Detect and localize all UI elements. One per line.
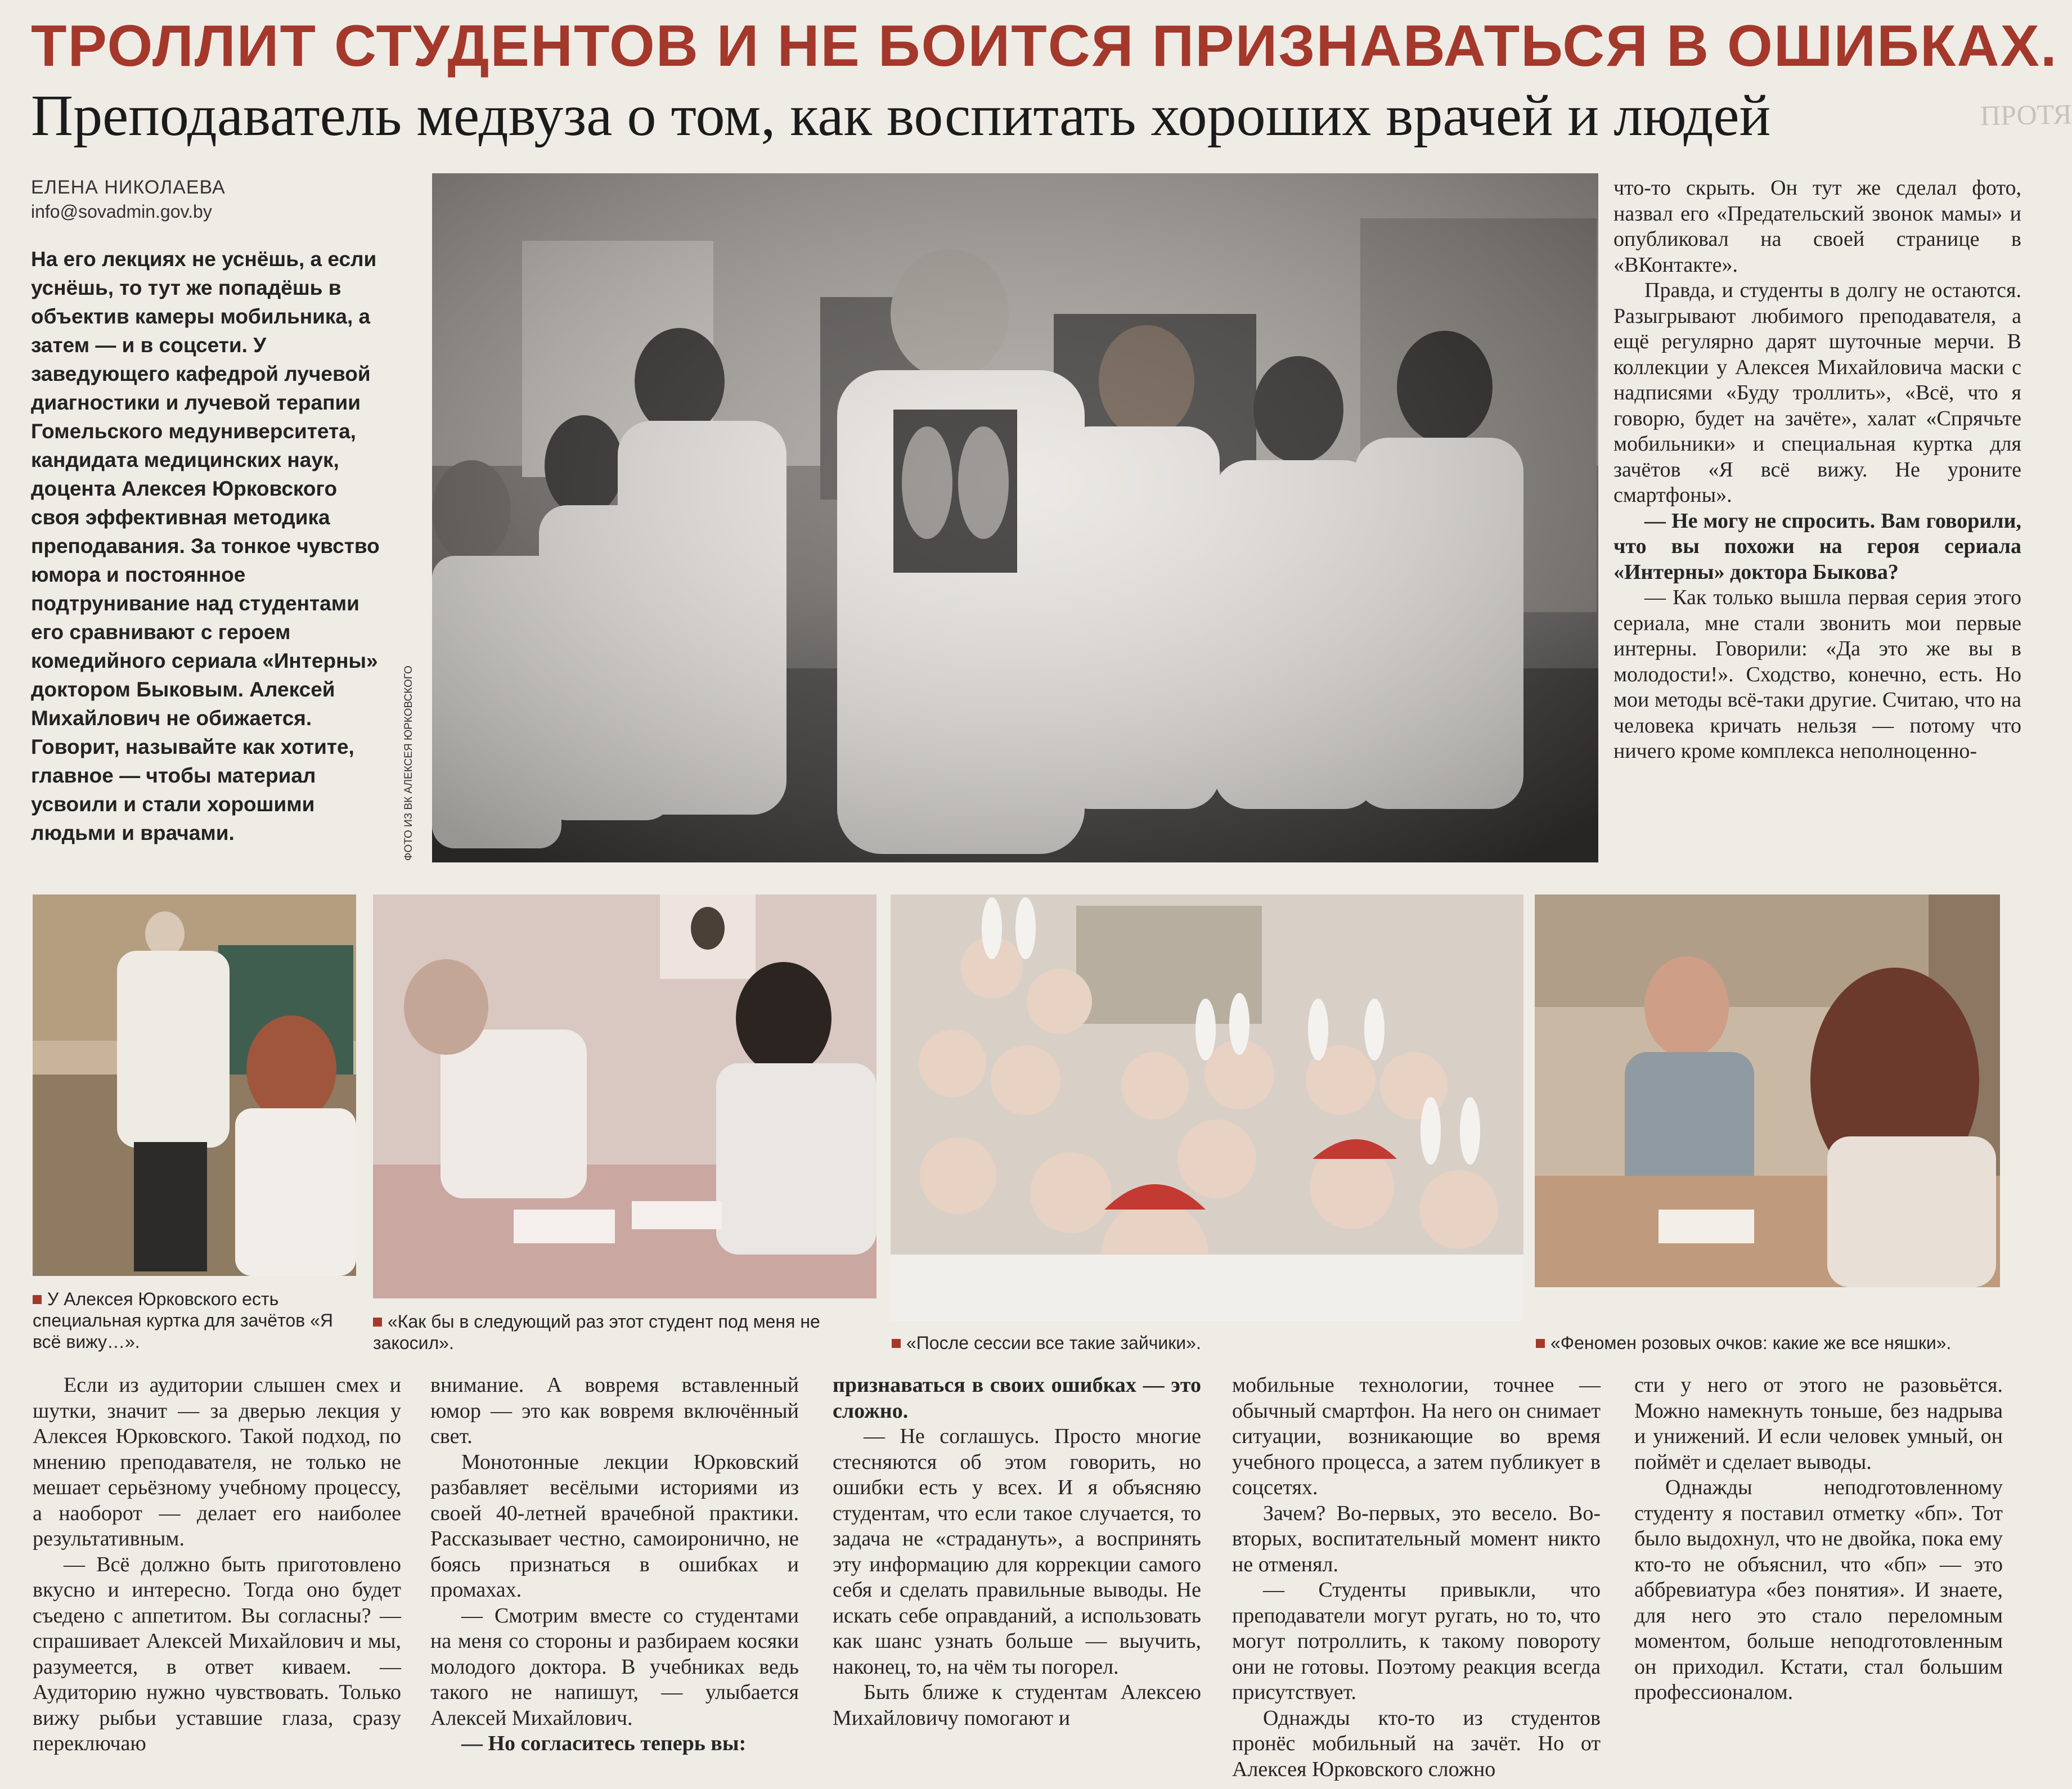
body-column-4	[1232, 1373, 1601, 1782]
interview-question: — Не могу не спросить. Вам говорили, что вы похожи на героя сериала «Интерны» доктора Быкова?	[1613, 509, 2021, 584]
interview-question: признаваться в своих ошибках — это сложно.	[833, 1373, 1201, 1423]
author-name: ЕЛЕНА НИКОЛАЕВА	[31, 177, 226, 198]
paragraph: — Студенты привыкли, что преподаватели могут ругать, но то, что могут потроллить, к такому повороту они не готовы. Поэтому реакция всегда присутствует.	[1232, 1578, 1601, 1704]
caption-3: «После сессии все такие зайчики».	[892, 1332, 1525, 1354]
photo-lecture-jacket	[33, 895, 356, 1276]
caption-marker-icon	[33, 1295, 42, 1304]
caption-marker-icon	[892, 1339, 901, 1348]
paragraph: что-то скрыть. Он тут же сделал фото, назвал его «Предательский звонок мамы» и опубликовал на своей странице в «ВКонтакте».	[1613, 176, 2021, 277]
paragraph: Однажды неподготовленному студенту я поставил отметку «бп». Тот было выдохнул, что не двойка, пока ему кто-то не объяснил, что «бп» — это аббревиатура «без понятия». И знаете, для него это стало переломным моментом, больше неподготовленным он приходил. Кстати, стал большим профессионалом.	[1634, 1476, 2003, 1704]
interview-question: — Но согласитесь теперь вы:	[461, 1732, 747, 1755]
caption-1: У Алексея Юрковского есть специальная куртка для зачётов «Я всё вижу…».	[33, 1289, 333, 1352]
bleed-through-text: ПРОТЯ	[1980, 98, 2072, 132]
paragraph: Однажды кто-то из студентов пронёс мобильный на зачёт. Но от Алексея Юрковского сложно	[1232, 1706, 1601, 1781]
body-column-5	[1634, 1373, 2003, 1706]
paragraph: — Как только вышла первая серия этого сериала, мне стали звонить мои первые интерны. Говорили: «Да это же вы в молодости!». Сходство, конечно, есть. Но мои методы всё-таки другие. Считаю, что на человека кричать нельзя — потому что ничего кроме комплекса неполноценно-	[1613, 586, 2021, 763]
caption-2: «Как бы в следующий раз этот студент под меня не закосил».	[373, 1311, 820, 1353]
paragraph: Правда, и студенты в долгу не остаются. Разыгрывают любимого преподавателя, а ещё регулярно дарят шуточные мерчи. В коллекции у Алексея Михайловича маски с надписями «Буду троллить», «Всё, что я говорю, будет на зачёте», халат «Спрячьте мобильники» и специальная куртка для зачётов «Я всё вижу. Не уроните смартфоны».	[1613, 278, 2021, 507]
photo-desk-students	[373, 895, 877, 1298]
paragraph: Монотонные лекции Юрковский разбавляет весёлыми историями из своей 40-летней врачебной практики. Рассказывает честно, самоиронично, не боясь признаться в ошибках и промахах.	[430, 1450, 799, 1602]
author-email[interactable]: info@sovadmin.gov.by	[31, 201, 212, 222]
paragraph: Зачем? Во-первых, это весело. Во-вторых, воспитательный момент никто не отменял.	[1232, 1501, 1601, 1576]
photo-bunny-selfie	[891, 895, 1523, 1321]
lede-paragraph: На его лекциях не уснёшь, а если уснёшь, то тут же попадёшь в объектив камеры мобильника, а затем — и в соцсети. У заведующего кафедрой лучевой диагностики и лучевой терапии Гомельского медуниверситета, кандидата медицинских наук, доцента Алексея Юрковского своя эффективная методика преподавания. За тонкое чувство юмора и постоянное подтрунивание над студентами его сравнивают с героем комедийного сериала «Интерны» доктором Быковым. Алексей Михайлович не обижается. Говорит, называйте как хотите, главное — чтобы материал усвоили и стали хорошими людьми и врачами.	[31, 248, 380, 844]
caption-4: «Феномен розовых очков: какие же все няшки».	[1536, 1332, 2003, 1354]
paragraph: Если из аудитории слышен смех и шутки, значит — за дверью лекция у Алексея Юрковского. Такой подход, по мнению преподавателя, не только не мешает серьёзному учебному процессу, а наоборот — делает его наиболее результативным.	[33, 1373, 401, 1550]
right-column	[1613, 176, 2021, 765]
paragraph: внимание. А вовремя вставленный юмор — это как вовремя включённый свет.	[430, 1373, 799, 1448]
paragraph: — Смотрим вместе со студентами на меня со стороны и разбираем косяки молодого доктора. В учебниках ведь такого не напишут, — улыбается Алексей Михайлович.	[430, 1603, 799, 1730]
subheadline: Преподаватель медвуза о том, как воспитать хороших врачей и людей	[31, 83, 1771, 148]
caption-marker-icon	[1536, 1339, 1545, 1348]
body-column-2	[430, 1373, 799, 1757]
paragraph: — Не соглашусь. Просто многие стесняются об этом говорить, но ошибки есть у всех. И я объясняю студентам, что если такое случается, то задача не «страдануть», а воспринять эту информацию для коррекции самого себя и сделать правильные выводы. Не искать себе оправданий, а использовать как шанс узнать больше — выучить, наконец, то, на чём ты погорел.	[833, 1424, 1201, 1679]
paragraph: мобильные технологии, точнее — обычный смартфон. На него он снимает ситуации, возникающие во время учебного процесса, а затем публикует в соцсетях.	[1232, 1373, 1601, 1499]
photo-pink-glasses	[1535, 895, 2000, 1287]
body-column-1	[33, 1373, 401, 1757]
body-column-3	[833, 1373, 1201, 1731]
paragraph: — Всё должно быть приготовлено вкусно и интересно. Тогда оно будет съедено с аппетитом. Вы согласны? — спрашивает Алексей Михайлович и мы, разумеется, в ответ киваем. — Аудиторию нужно чувствовать. Только вижу рыбьи уставшие глаза, сразу переключаю	[33, 1552, 401, 1755]
caption-marker-icon	[373, 1318, 382, 1327]
main-photo	[432, 173, 1598, 862]
headline: ТРОЛЛИТ СТУДЕНТОВ И НЕ БОИТСЯ ПРИЗНАВАТЬСЯ В ОШИБКАХ.	[31, 14, 2058, 79]
photo-credit: ФОТО ИЗ ВК АЛЕКСЕЯ ЮРКОВСКОГО	[403, 666, 415, 861]
paragraph: сти у него от этого не разовьётся. Можно намекнуть тоньше, без надрыва и унижений. И если человек умный, он поймёт и сделает выводы.	[1634, 1373, 2003, 1474]
paragraph: Быть ближе к студентам Алексею Михайловичу помогают и	[833, 1680, 1201, 1730]
